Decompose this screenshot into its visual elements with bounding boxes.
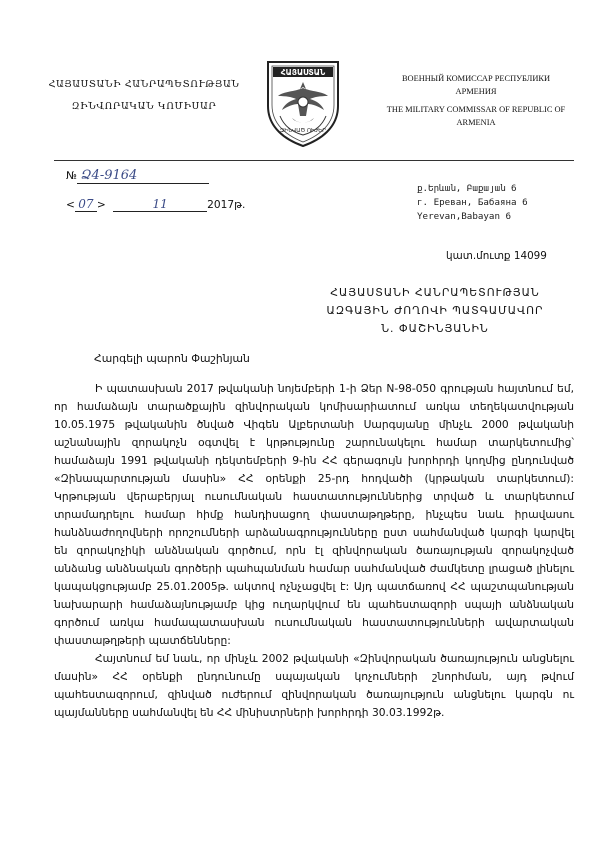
number-value: Ձ4-9164 xyxy=(77,168,209,184)
date-open-bracket: < xyxy=(66,199,75,211)
date-month: 11 xyxy=(113,197,207,212)
emblem-top-text: ՀԱՅԱՍՏԱՆ xyxy=(280,68,326,77)
recipient-line-2: ԱԶԳԱՅԻՆ ԺՈՂՈՎԻ ՊԱՏԳԱՄԱՎՈՐ xyxy=(326,304,544,317)
header-right-en-1: THE MILITARY COMMISSAR OF REPUBLIC OF xyxy=(386,105,566,114)
date-year: 2017թ. xyxy=(207,199,246,211)
date-close-bracket: > xyxy=(96,199,106,211)
paragraph-2: Հայտնում եմ նաև, որ մինչև 2002 թվականի «Զինվորական ծառայություն անցնելու մասին» ՀՀ օրենքի ընդունումը սպայական կոչումների շնորհման, այդ թվում պահեստազորում, զինված ուժերում զինվորական ծառայություն անցնելու կարգն ու պայմանները սահմանվել են ՀՀ մինիստրների խորհրդի 30.03.1992թ. xyxy=(54,652,574,719)
number-label: № xyxy=(66,170,78,182)
recipient-line-3: Ն. ՓԱՇԻՆՅԱՆԻՆ xyxy=(381,322,489,335)
header-right xyxy=(356,72,596,129)
recipient-line-1: ՀԱՅԱՍՏԱՆԻ ՀԱՆՐԱՊԵՏՈՒԹՅԱՆ xyxy=(330,286,540,299)
address-en: Yerevan,Babayan 6 xyxy=(417,211,512,222)
coat-of-arms-emblem xyxy=(262,58,344,148)
header-left xyxy=(28,74,260,118)
reference-date xyxy=(66,197,245,212)
header-divider xyxy=(54,160,574,161)
header-right-ru-1: ВОЕННЫЙ КОМИССАР РЕСПУБЛИКИ xyxy=(401,74,551,83)
address-ru: г. Ереван, Бабаяна 6 xyxy=(417,197,528,208)
recipient-block xyxy=(300,284,570,338)
address-am: ք.Երևան, Բաքայան 6 xyxy=(417,183,517,194)
paragraph-1: Ի պատասխան 2017 թվականի նոյեմբերի 1-ի Ձեր N-98-050 գրության հայտնում եմ, որ համաձայն տարածքային զինվորական կոմիսարիատում առկա տեղեկատվության 10.05.1975 թվականին ծնված Վիգեն Ալբերտանի Սարգսյանը մինչև 2000 թվականի աշնանային զորակոչն օգտվել է կրթությունը շարունակելու համար տարկետումից՝ համաձայն 1991 թվականի դեկտեմբերի 9-ին ՀՀ գերագույն խորհրդի կողմից ընդունված «Զինապարտության մասին» ՀՀ օրենքի 25-րդ հոդվածի (կրթական տարկետում): Կրթության վերաբերյալ ուսումնական հաստատություններից տրված և տարկետում տրամադրելու համար հիմք հանդիսացող փաստաթղթերը, ինչպես նաև իրավասու հանձնաժողովների որոշումների արձանագրությունները ըստ սահմանված կարգի կարվել են զորակոչիկի անձնական գործում, որն էլ զինվորական ծառայության զորակոչված անձանց անձնական գործերի պահպանման համար սահմանված ժամկետը լրացած լինելու կապակցությամբ 25.01.2005թ. ակտով ոչնչացվել է: Այդ պատճառով ՀՀ պաշտպանության նախարարի համաձայնությամբ կից ուղարկվում են պահեստազորի սպայի անձնական գործում առկա համապատասխան ուսումնական հաստատությունների ավարտական փաստաթղթերի պատճենները: xyxy=(54,382,574,647)
date-day: 07 xyxy=(75,197,97,212)
header-left-line-1: ՀԱՅԱՍՏԱՆԻ ՀԱՆՐԱՊԵՏՈՒԹՅԱՆ xyxy=(48,79,240,90)
address-block xyxy=(417,182,600,224)
letter-body xyxy=(54,380,574,722)
header-right-en-2: ARMENIA xyxy=(456,118,496,127)
incoming-registration: կատ.մուտք 14099 xyxy=(446,250,547,262)
header-left-line-2: ԶԻՆՎՈՐԱԿԱՆ ԿՈՄԻՍԱՐ xyxy=(71,101,217,112)
reference-number xyxy=(66,168,209,184)
emblem-bottom-text: ԶԻՆՎԱԾ ՈՒԺԵՐ xyxy=(280,128,326,134)
salutation: Հարգելի պարոն Փաշինյան xyxy=(94,352,250,365)
header-right-ru-2: АРМЕНИЯ xyxy=(455,87,497,96)
